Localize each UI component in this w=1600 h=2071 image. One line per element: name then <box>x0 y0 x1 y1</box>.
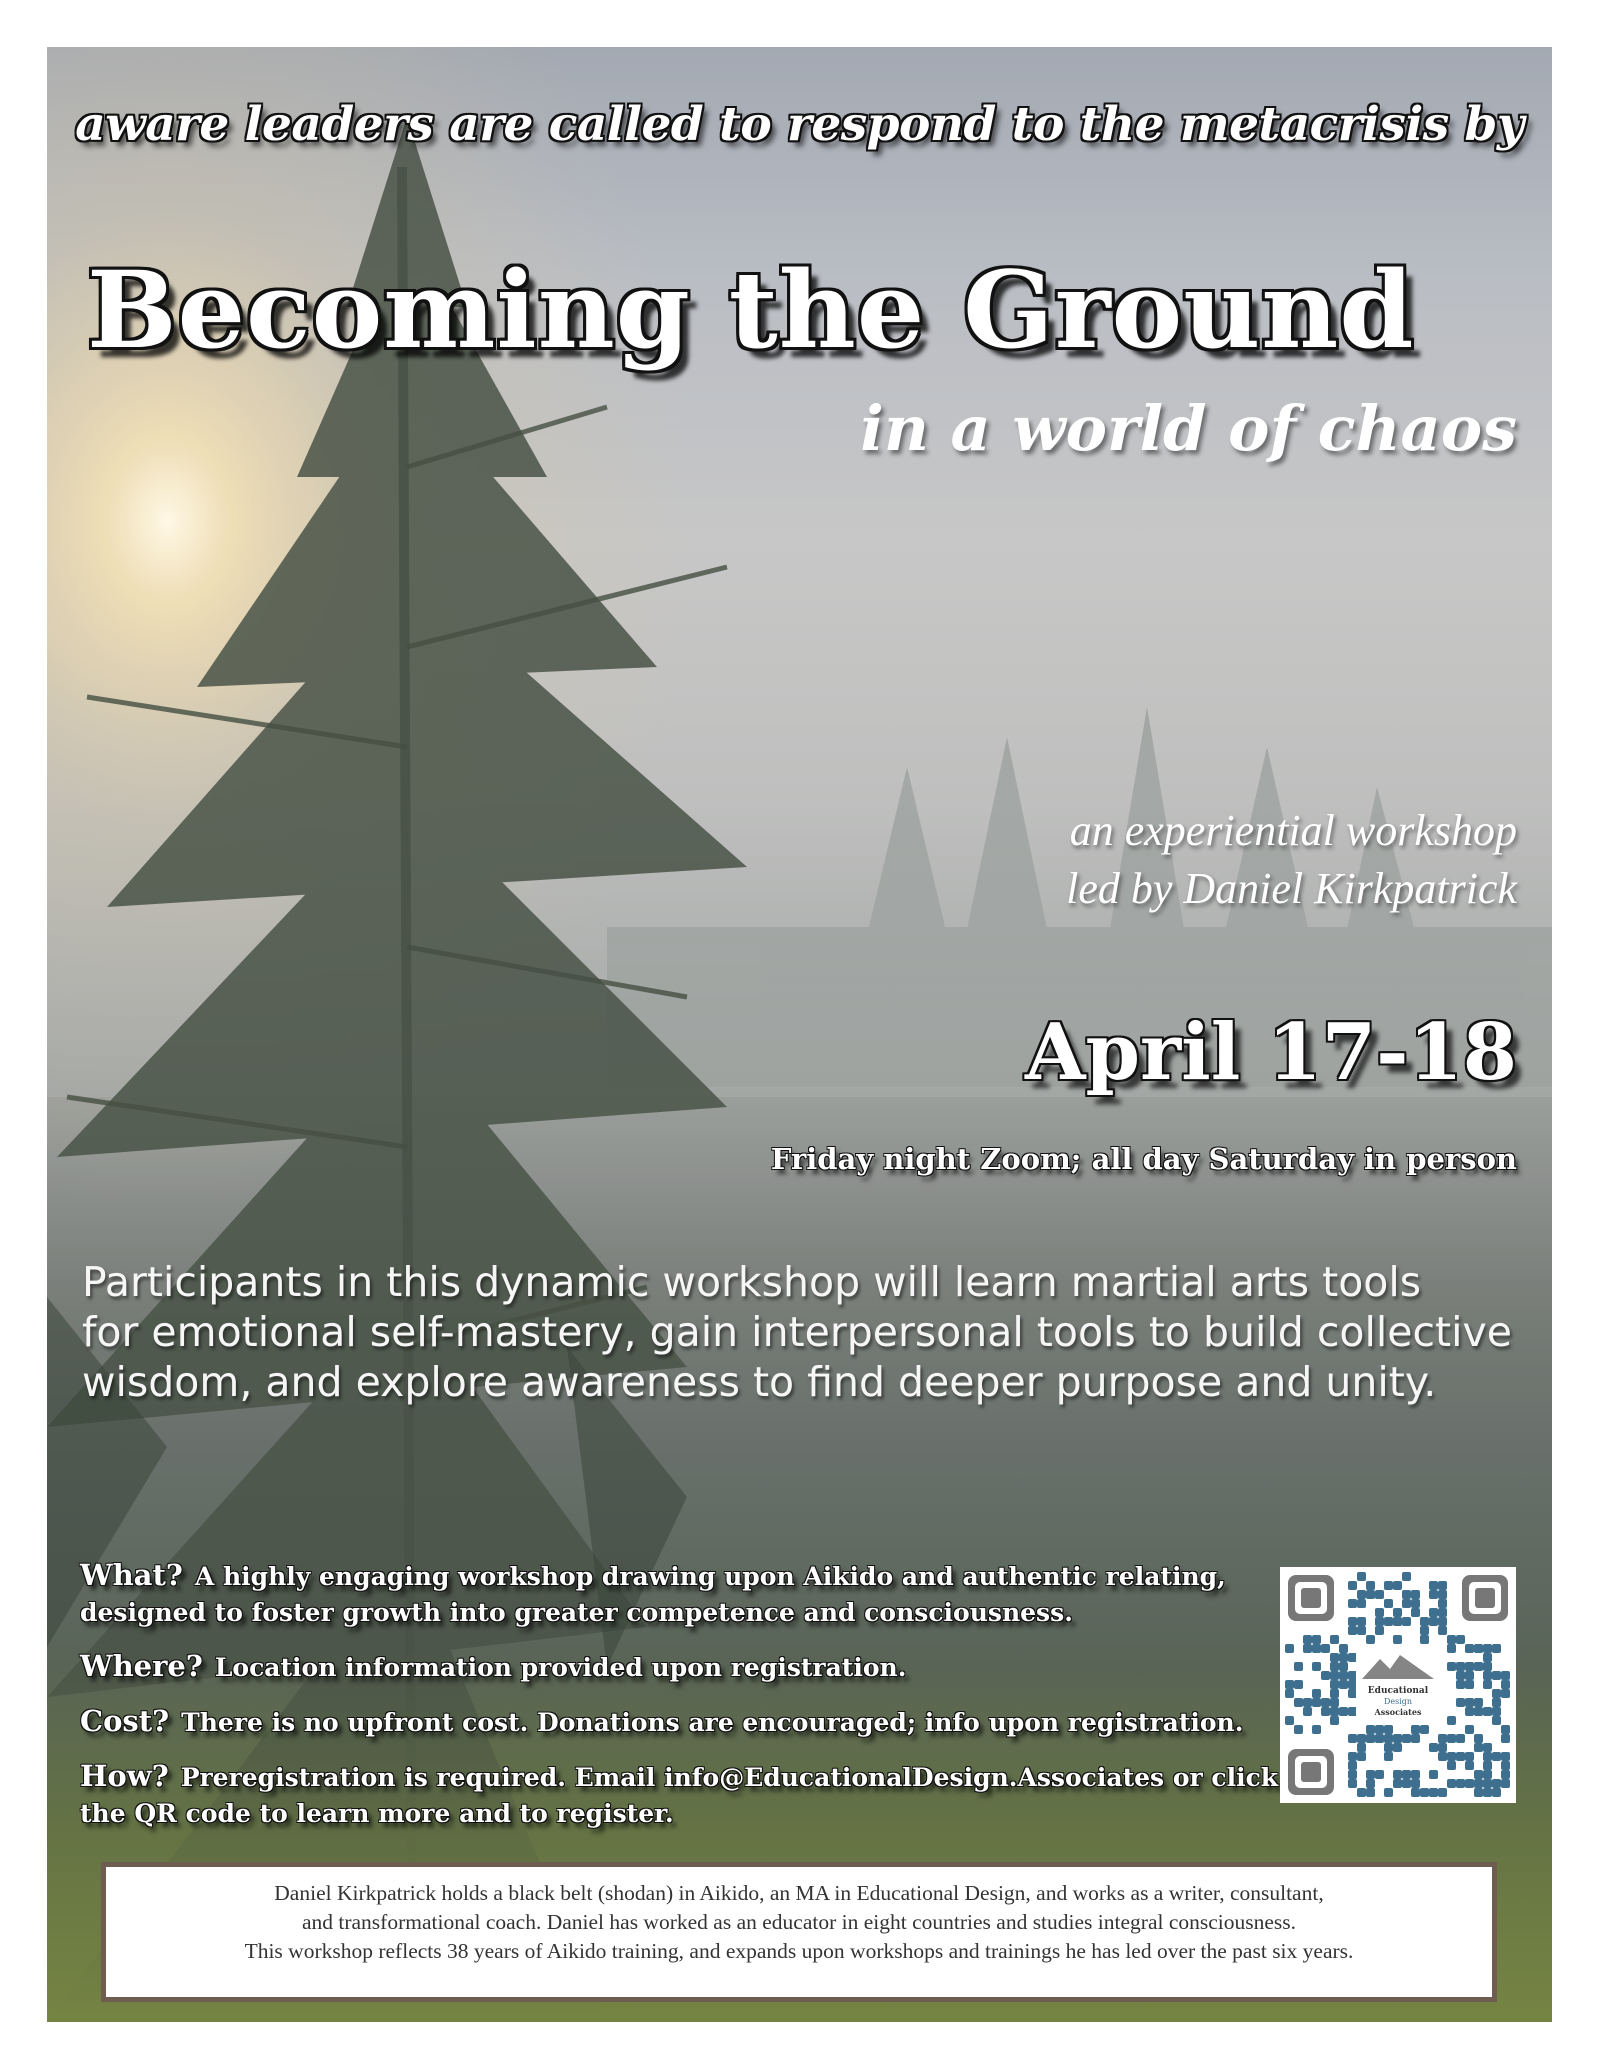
qr-module <box>1420 1626 1429 1635</box>
qr-module <box>1357 1626 1366 1635</box>
qr-module <box>1348 1779 1357 1788</box>
cost-text: There is no upfront cost. Donations are encouraged; info upon registration. <box>181 1708 1244 1737</box>
qr-module <box>1420 1788 1429 1797</box>
qr-module <box>1465 1698 1474 1707</box>
qr-module <box>1375 1590 1384 1599</box>
qr-module <box>1375 1770 1384 1779</box>
qr-logo-line-1: Educational <box>1367 1686 1429 1696</box>
qr-module <box>1393 1779 1402 1788</box>
qr-module <box>1492 1788 1501 1797</box>
qr-module <box>1456 1752 1465 1761</box>
qr-module <box>1483 1752 1492 1761</box>
qr-module <box>1312 1644 1321 1653</box>
qr-module <box>1411 1788 1420 1797</box>
where-label: Where? <box>80 1649 203 1683</box>
qr-module <box>1492 1752 1501 1761</box>
qr-module <box>1384 1743 1393 1752</box>
what-row <box>80 1557 1310 1631</box>
qr-code-graphic[interactable] <box>1280 1567 1516 1803</box>
qr-module <box>1474 1698 1483 1707</box>
qr-module <box>1438 1752 1447 1761</box>
qr-module <box>1357 1617 1366 1626</box>
qr-module <box>1321 1698 1330 1707</box>
qr-module <box>1474 1734 1483 1743</box>
qr-module <box>1465 1761 1474 1770</box>
qr-module <box>1348 1734 1357 1743</box>
qr-module <box>1348 1626 1357 1635</box>
qr-module <box>1411 1590 1420 1599</box>
qr-module <box>1465 1779 1474 1788</box>
cost-label: Cost? <box>80 1704 170 1738</box>
qr-module <box>1348 1752 1357 1761</box>
qr-module <box>1294 1725 1303 1734</box>
qr-module <box>1339 1707 1348 1716</box>
qr-module <box>1312 1689 1321 1698</box>
qr-module <box>1402 1617 1411 1626</box>
qr-module <box>1474 1788 1483 1797</box>
qr-module <box>1285 1689 1294 1698</box>
qr-module <box>1321 1671 1330 1680</box>
qr-module <box>1465 1680 1474 1689</box>
qr-module <box>1357 1590 1366 1599</box>
description-line: wisdom, and explore awareness to find deeper purpose and unity. <box>82 1358 1437 1406</box>
qr-finder-top-left <box>1288 1575 1334 1621</box>
qr-module <box>1483 1779 1492 1788</box>
qr-module <box>1411 1725 1420 1734</box>
qr-module <box>1456 1662 1465 1671</box>
qr-module <box>1366 1734 1375 1743</box>
bio-line: Daniel Kirkpatrick holds a black belt (shodan) in Aikido, an MA in Educational Design, and works as a writer, consultant, <box>274 1881 1324 1905</box>
qr-module <box>1384 1752 1393 1761</box>
qr-module <box>1393 1581 1402 1590</box>
qr-module <box>1375 1617 1384 1626</box>
qr-module <box>1330 1653 1339 1662</box>
qr-module <box>1447 1761 1456 1770</box>
qr-module <box>1366 1590 1375 1599</box>
qr-module <box>1438 1581 1447 1590</box>
qr-module <box>1339 1680 1348 1689</box>
qr-logo-line-2: Design <box>1383 1697 1413 1706</box>
qr-module <box>1393 1734 1402 1743</box>
qr-module <box>1456 1698 1465 1707</box>
qr-module <box>1447 1734 1456 1743</box>
qr-module <box>1384 1599 1393 1608</box>
qr-module <box>1483 1680 1492 1689</box>
qr-module <box>1348 1680 1357 1689</box>
qr-module <box>1348 1599 1357 1608</box>
qr-module <box>1348 1581 1357 1590</box>
qr-module <box>1447 1644 1456 1653</box>
qr-module <box>1366 1770 1375 1779</box>
qr-module <box>1438 1734 1447 1743</box>
qr-module <box>1375 1608 1384 1617</box>
qr-module <box>1501 1779 1510 1788</box>
qr-module <box>1339 1662 1348 1671</box>
qr-module <box>1411 1779 1420 1788</box>
qr-module <box>1501 1725 1510 1734</box>
qr-module <box>1447 1716 1456 1725</box>
qr-module <box>1447 1635 1456 1644</box>
qr-module <box>1348 1671 1357 1680</box>
poster <box>47 47 1552 2022</box>
qr-module <box>1438 1590 1447 1599</box>
qr-module <box>1420 1725 1429 1734</box>
qr-module <box>1393 1608 1402 1617</box>
qr-module <box>1501 1689 1510 1698</box>
qr-module <box>1429 1581 1438 1590</box>
qr-module <box>1474 1644 1483 1653</box>
qr-module <box>1429 1770 1438 1779</box>
qr-module <box>1384 1788 1393 1797</box>
qr-module <box>1483 1653 1492 1662</box>
qr-module <box>1366 1581 1375 1590</box>
description-line: for emotional self-mastery, gain interpersonal tools to build collective <box>82 1308 1512 1356</box>
qr-module <box>1465 1752 1474 1761</box>
qr-logo <box>1356 1649 1440 1721</box>
how-row <box>80 1758 1310 1832</box>
qr-module <box>1483 1743 1492 1752</box>
qr-module <box>1456 1635 1465 1644</box>
qr-module <box>1321 1644 1330 1653</box>
where-text: Location information provided upon registration. <box>214 1653 907 1682</box>
qr-module <box>1339 1653 1348 1662</box>
qr-module <box>1330 1716 1339 1725</box>
qr-module <box>1465 1644 1474 1653</box>
qr-module <box>1285 1644 1294 1653</box>
bio-box <box>101 1862 1497 2002</box>
qr-module <box>1411 1770 1420 1779</box>
qr-module <box>1330 1680 1339 1689</box>
qr-module <box>1402 1590 1411 1599</box>
qr-module <box>1483 1671 1492 1680</box>
what-text-2: designed to foster growth into greater competence and consciousness. <box>80 1598 1073 1627</box>
description-line: Participants in this dynamic workshop will learn martial arts tools <box>82 1258 1422 1306</box>
qr-module <box>1384 1581 1393 1590</box>
qr-module <box>1492 1716 1501 1725</box>
how-text-1: Preregistration is required. Email info@EducationalDesign.Associates or click <box>180 1763 1279 1792</box>
details-section <box>80 1557 1310 1849</box>
qr-module <box>1456 1671 1465 1680</box>
qr-module <box>1465 1707 1474 1716</box>
qr-module <box>1447 1779 1456 1788</box>
qr-module <box>1474 1779 1483 1788</box>
qr-module <box>1456 1734 1465 1743</box>
qr-module <box>1330 1662 1339 1671</box>
qr-module <box>1411 1599 1420 1608</box>
poster-subtitle: in a world of chaos <box>860 392 1517 465</box>
qr-module <box>1411 1734 1420 1743</box>
qr-module <box>1501 1680 1510 1689</box>
qr-module <box>1348 1689 1357 1698</box>
event-schedule: Friday night Zoom; all day Saturday in person <box>770 1142 1517 1176</box>
qr-module <box>1474 1707 1483 1716</box>
qr-module <box>1429 1788 1438 1797</box>
qr-module <box>1375 1734 1384 1743</box>
qr-module <box>1357 1752 1366 1761</box>
qr-module <box>1483 1788 1492 1797</box>
qr-module <box>1303 1707 1312 1716</box>
qr-module <box>1420 1617 1429 1626</box>
registration-qr-code[interactable] <box>1280 1567 1516 1803</box>
qr-module <box>1438 1599 1447 1608</box>
qr-module <box>1465 1671 1474 1680</box>
kicker-text: aware leaders are called to respond to the metacrisis by <box>75 97 1524 152</box>
qr-module <box>1402 1599 1411 1608</box>
qr-module <box>1357 1572 1366 1581</box>
qr-module <box>1393 1743 1402 1752</box>
qr-module <box>1492 1644 1501 1653</box>
qr-module <box>1456 1779 1465 1788</box>
qr-module <box>1375 1626 1384 1635</box>
qr-module <box>1492 1707 1501 1716</box>
qr-module <box>1303 1698 1312 1707</box>
qr-module <box>1357 1743 1366 1752</box>
qr-module <box>1285 1680 1294 1689</box>
what-text-1: A highly engaging workshop drawing upon Aikido and authentic relating, <box>194 1562 1226 1591</box>
qr-module <box>1366 1725 1375 1734</box>
qr-finder-bottom-left <box>1288 1749 1334 1795</box>
workshop-description <box>82 1257 1532 1407</box>
qr-module <box>1330 1635 1339 1644</box>
qr-module <box>1483 1761 1492 1770</box>
what-label: What? <box>80 1558 183 1592</box>
qr-module <box>1402 1572 1411 1581</box>
qr-module <box>1483 1662 1492 1671</box>
qr-module <box>1474 1743 1483 1752</box>
led-line-2: led by Daniel Kirkpatrick <box>1066 864 1517 913</box>
qr-module <box>1366 1635 1375 1644</box>
qr-module <box>1492 1698 1501 1707</box>
qr-module <box>1330 1671 1339 1680</box>
qr-module <box>1357 1734 1366 1743</box>
qr-module <box>1438 1788 1447 1797</box>
bio-line: and transformational coach. Daniel has worked as an educator in eight countries and studies integral consciousness. <box>301 1910 1297 1934</box>
qr-module <box>1357 1599 1366 1608</box>
qr-module <box>1501 1761 1510 1770</box>
qr-module <box>1393 1635 1402 1644</box>
qr-module <box>1456 1680 1465 1689</box>
qr-module <box>1438 1743 1447 1752</box>
qr-module <box>1285 1716 1294 1725</box>
qr-module <box>1447 1752 1456 1761</box>
qr-module <box>1501 1752 1510 1761</box>
how-text-2: the QR code to learn more and to register. <box>80 1799 674 1828</box>
qr-module <box>1339 1671 1348 1680</box>
qr-module <box>1492 1779 1501 1788</box>
qr-module <box>1393 1770 1402 1779</box>
qr-module <box>1429 1590 1438 1599</box>
qr-module <box>1429 1743 1438 1752</box>
qr-module <box>1375 1725 1384 1734</box>
qr-module <box>1312 1698 1321 1707</box>
qr-module <box>1402 1770 1411 1779</box>
qr-module <box>1348 1707 1357 1716</box>
qr-module <box>1303 1644 1312 1653</box>
qr-module <box>1402 1734 1411 1743</box>
qr-module <box>1420 1635 1429 1644</box>
bio-line: This workshop reflects 38 years of Aikido training, and expands upon workshops and trainings he has led over the past six years. <box>244 1939 1354 1963</box>
qr-module <box>1303 1635 1312 1644</box>
qr-module <box>1492 1671 1501 1680</box>
qr-module <box>1438 1626 1447 1635</box>
where-row <box>80 1648 1310 1686</box>
qr-module <box>1465 1662 1474 1671</box>
qr-module <box>1474 1770 1483 1779</box>
qr-module <box>1438 1608 1447 1617</box>
qr-module <box>1294 1680 1303 1689</box>
qr-module <box>1366 1788 1375 1797</box>
qr-module <box>1429 1608 1438 1617</box>
cost-row <box>80 1703 1310 1741</box>
qr-module <box>1483 1707 1492 1716</box>
qr-module <box>1312 1635 1321 1644</box>
event-date: April 17-18 <box>1024 1007 1517 1098</box>
workshop-leader <box>1066 802 1517 918</box>
qr-finder-top-right <box>1462 1575 1508 1621</box>
qr-logo-line-3: Associates <box>1374 1707 1422 1717</box>
qr-module <box>1330 1698 1339 1707</box>
qr-module <box>1294 1698 1303 1707</box>
qr-module <box>1501 1770 1510 1779</box>
qr-module <box>1501 1734 1510 1743</box>
qr-module <box>1438 1617 1447 1626</box>
qr-module <box>1402 1779 1411 1788</box>
qr-module <box>1312 1725 1321 1734</box>
qr-module <box>1294 1662 1303 1671</box>
qr-module <box>1474 1662 1483 1671</box>
qr-module <box>1330 1707 1339 1716</box>
qr-module <box>1483 1644 1492 1653</box>
qr-module <box>1384 1617 1393 1626</box>
qr-module <box>1321 1707 1330 1716</box>
qr-module <box>1348 1653 1357 1662</box>
qr-module <box>1366 1779 1375 1788</box>
led-line-1: an experiential workshop <box>1069 806 1517 855</box>
qr-module <box>1465 1725 1474 1734</box>
qr-module <box>1447 1662 1456 1671</box>
qr-module <box>1492 1689 1501 1698</box>
poster-title: Becoming the Ground <box>87 247 1415 372</box>
qr-module <box>1348 1761 1357 1770</box>
qr-module <box>1348 1770 1357 1779</box>
qr-module <box>1483 1770 1492 1779</box>
qr-module <box>1384 1725 1393 1734</box>
qr-module <box>1357 1788 1366 1797</box>
qr-module <box>1411 1608 1420 1617</box>
qr-module <box>1501 1671 1510 1680</box>
qr-module <box>1348 1617 1357 1626</box>
qr-module <box>1339 1644 1348 1653</box>
qr-module <box>1384 1734 1393 1743</box>
qr-module <box>1312 1662 1321 1671</box>
qr-module <box>1429 1617 1438 1626</box>
qr-module <box>1330 1689 1339 1698</box>
qr-module <box>1393 1617 1402 1626</box>
how-label: How? <box>80 1759 169 1793</box>
